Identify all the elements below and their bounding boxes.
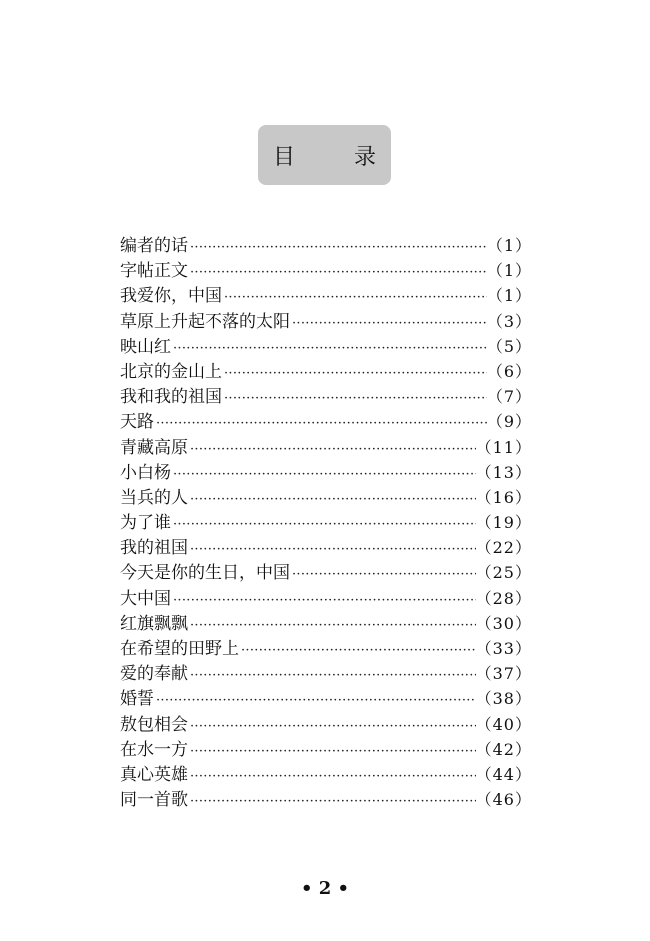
- leader-dots: [171, 588, 476, 613]
- toc-entry-page: （6）: [486, 361, 532, 381]
- toc-entry-title: 北京的金山上: [120, 361, 222, 382]
- toc-entry-title: 我爱你，中国: [120, 286, 222, 307]
- leader-dots: [171, 462, 476, 487]
- toc-entry[interactable]: [120, 737, 532, 762]
- toc-entry[interactable]: [120, 787, 532, 812]
- toc-entry-page: （13）: [475, 462, 532, 482]
- toc-entry[interactable]: [120, 283, 532, 308]
- toc-entry-page: （16）: [475, 487, 532, 507]
- toc-entry-page: （37）: [475, 664, 532, 684]
- toc-entry-page: （25）: [475, 563, 532, 583]
- leader-dots: [290, 562, 476, 587]
- toc-entry-title: 婚誓: [120, 689, 154, 710]
- toc-entry[interactable]: [120, 359, 532, 384]
- leader-dots: [171, 512, 476, 537]
- leader-dots: [188, 789, 476, 814]
- leader-dots: [290, 311, 487, 336]
- toc-entry[interactable]: [120, 535, 532, 560]
- toc-entry-title: 当兵的人: [120, 487, 188, 508]
- toc-title-box: [258, 125, 402, 185]
- toc-entry-title: 映山红: [120, 336, 171, 357]
- toc-entry[interactable]: [120, 485, 532, 510]
- table-of-contents: [120, 233, 532, 812]
- leader-dots: [188, 613, 476, 638]
- leader-dots: [154, 411, 487, 436]
- toc-entry-title: 天路: [120, 412, 154, 433]
- toc-entry-page: （1）: [486, 236, 532, 255]
- toc-entry-page: （38）: [475, 689, 532, 709]
- toc-entry-title: 今天是你的生日，中国: [120, 563, 290, 584]
- leader-dots: [222, 285, 487, 310]
- toc-entry-title: 编者的话: [120, 236, 188, 256]
- toc-entry[interactable]: [120, 686, 532, 711]
- leader-dots: [188, 235, 487, 260]
- page-number: • 2 •: [300, 878, 350, 899]
- toc-entry-title: 字帖正文: [120, 261, 188, 282]
- leader-dots: [188, 739, 476, 764]
- toc-entry-page: （1）: [486, 261, 532, 281]
- toc-entry[interactable]: [120, 560, 532, 585]
- leader-dots: [188, 714, 476, 739]
- leader-dots: [188, 260, 487, 285]
- leader-dots: [154, 688, 476, 713]
- toc-entry-page: （1）: [486, 286, 532, 306]
- toc-entry-title: 真心英雄: [120, 764, 188, 785]
- toc-entry[interactable]: [120, 712, 532, 737]
- leader-dots: [188, 487, 476, 512]
- leader-dots: [239, 638, 476, 663]
- toc-entry[interactable]: [120, 762, 532, 787]
- toc-entry[interactable]: [120, 258, 532, 283]
- toc-entry-page: （5）: [486, 336, 532, 356]
- leader-dots: [188, 764, 476, 789]
- toc-entry[interactable]: [120, 611, 532, 636]
- toc-entry-page: （30）: [475, 613, 532, 633]
- toc-entry-title: 小白杨: [120, 462, 171, 483]
- leader-dots: [222, 361, 487, 386]
- toc-entry-title: 草原上升起不落的太阳: [120, 311, 290, 332]
- toc-entry-page: （22）: [475, 538, 532, 558]
- toc-entry-title: 在希望的田野上: [120, 639, 239, 659]
- toc-entry-page: （11）: [475, 437, 532, 457]
- toc-entry-title: 爱的奉献: [120, 664, 188, 685]
- toc-entry-page: （46）: [475, 790, 532, 810]
- toc-entry[interactable]: [120, 586, 532, 611]
- toc-entry-title: 我的祖国: [120, 538, 188, 559]
- toc-entry-page: （44）: [475, 764, 532, 784]
- toc-entry[interactable]: [120, 409, 532, 434]
- toc-entry-page: （33）: [475, 639, 532, 658]
- toc-entry[interactable]: [120, 435, 532, 460]
- toc-entry-page: （9）: [486, 412, 532, 432]
- toc-entry[interactable]: [120, 384, 532, 409]
- toc-title: 目 录: [273, 144, 402, 170]
- toc-entry[interactable]: [120, 334, 532, 359]
- toc-entry[interactable]: [120, 309, 532, 334]
- toc-entry-title: 为了谁: [120, 513, 171, 534]
- toc-entry-page: （28）: [475, 588, 532, 608]
- leader-dots: [188, 437, 476, 462]
- toc-entry-page: （42）: [475, 739, 532, 759]
- toc-entry-page: （7）: [486, 387, 532, 407]
- leader-dots: [188, 663, 476, 688]
- leader-dots: [222, 386, 487, 411]
- toc-entry[interactable]: [120, 510, 532, 535]
- toc-entry[interactable]: [120, 636, 532, 661]
- leader-dots: [188, 537, 476, 562]
- toc-entry-title: 在水一方: [120, 739, 188, 760]
- toc-entry-page: （40）: [475, 714, 532, 734]
- toc-entry-title: 青藏高原: [120, 437, 188, 458]
- leader-dots: [171, 336, 487, 361]
- toc-entry-title: 敖包相会: [120, 714, 188, 735]
- toc-entry-page: （19）: [475, 513, 532, 533]
- toc-entry[interactable]: [120, 233, 532, 258]
- toc-entry-title: 我和我的祖国: [120, 387, 222, 408]
- toc-entry-title: 同一首歌: [120, 790, 188, 811]
- toc-entry[interactable]: [120, 460, 532, 485]
- toc-entry-title: 大中国: [120, 588, 171, 609]
- toc-entry-title: 红旗飘飘: [120, 613, 188, 634]
- toc-entry[interactable]: [120, 661, 532, 686]
- toc-entry-page: （3）: [486, 311, 532, 331]
